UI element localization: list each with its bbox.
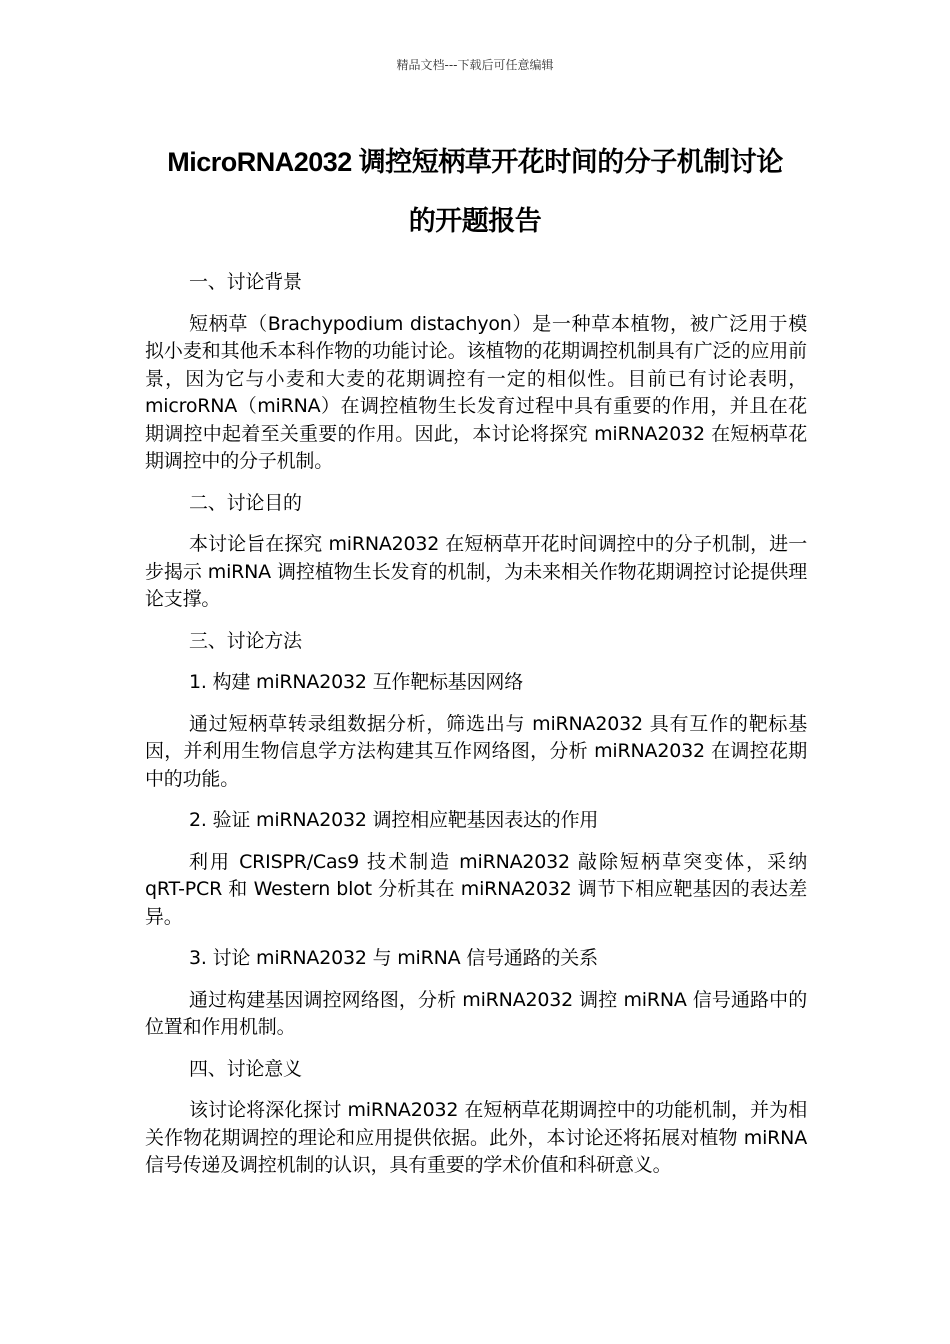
spacer <box>145 973 807 987</box>
method-heading-2: 2. 验证 miRNA2032 调控相应靶基因表达的作用 <box>189 809 599 831</box>
spacer <box>145 835 807 849</box>
spacer <box>145 931 807 945</box>
document-title <box>100 133 850 251</box>
method-heading-3: 3. 讨论 miRNA2032 与 miRNA 信号通路的关系 <box>189 947 598 969</box>
spacer <box>145 517 807 531</box>
section-heading-purpose: 二、讨论目的 <box>189 491 302 514</box>
method-heading-1: 1. 构建 miRNA2032 互作靶标基因网络 <box>189 671 523 693</box>
paragraph-significance: 该讨论将深化探讨 miRNA2032 在短柄草花期调控中的功能机制，并为相关作物花期调控的理论和应用提供依据。此外，本讨论还将拓展对植物 miRNA 信号传递及调控机制的认识，具有重要的学术价值和科研意义。 <box>145 1099 807 1176</box>
spacer <box>145 297 807 311</box>
method-paragraph-3: 通过构建基因调控网络图，分析 miRNA2032 调控 miRNA 信号通路中的位置和作用机制。 <box>145 988 807 1038</box>
header-note: 精品文档---下载后可任意编辑 <box>396 58 554 72</box>
spacer <box>145 1083 807 1097</box>
title-line-1: MicroRNA2032 调控短柄草开花时间的分子机制讨论 <box>167 147 783 177</box>
section-heading-significance: 四、讨论意义 <box>189 1057 302 1080</box>
paragraph-purpose: 本讨论旨在探究 miRNA2032 在短柄草开花时间调控中的分子机制，进一步揭示 miRNA 调控植物生长发育的机制，为未来相关作物花期调控讨论提供理论支撑。 <box>145 533 807 610</box>
title-line-2: 的开题报告 <box>408 206 542 236</box>
paragraph-background: 短柄草（Brachypodium distachyon）是一种草本植物，被广泛用于模拟小麦和其他禾本科作物的功能讨论。该植物的花期调控机制具有广泛的应用前景，因为它与小麦和大麦的花期调控有一定的相似性。目前已有讨论表明，microRNA（miRNA）在调控植物生长发育过程中具有重要的作用，并且在花期调控中起着至关重要的作用。因此，本讨论将探究 miRNA2032 在短柄草花期调控中的分子机制。 <box>145 312 807 472</box>
spacer <box>145 476 807 490</box>
method-paragraph-2: 利用 CRISPR/Cas9 技术制造 miRNA2032 敲除短柄草突变体，采纳 qRT-PCR 和 Western blot 分析其在 miRNA2032 调节下相应靶基因的表达差异。 <box>145 850 807 928</box>
spacer <box>145 793 807 807</box>
section-heading-methods: 三、讨论方法 <box>189 629 302 652</box>
section-heading-background: 一、讨论背景 <box>189 271 302 293</box>
spacer <box>145 1042 807 1056</box>
spacer <box>145 697 807 711</box>
spacer <box>145 614 807 628</box>
method-paragraph-1: 通过短柄草转录组数据分析，筛选出与 miRNA2032 具有互作的靶标基因，并利用生物信息学方法构建其互作网络图，分析 miRNA2032 在调控花期中的功能。 <box>145 712 807 790</box>
spacer <box>145 655 807 669</box>
document-body <box>145 269 807 1180</box>
